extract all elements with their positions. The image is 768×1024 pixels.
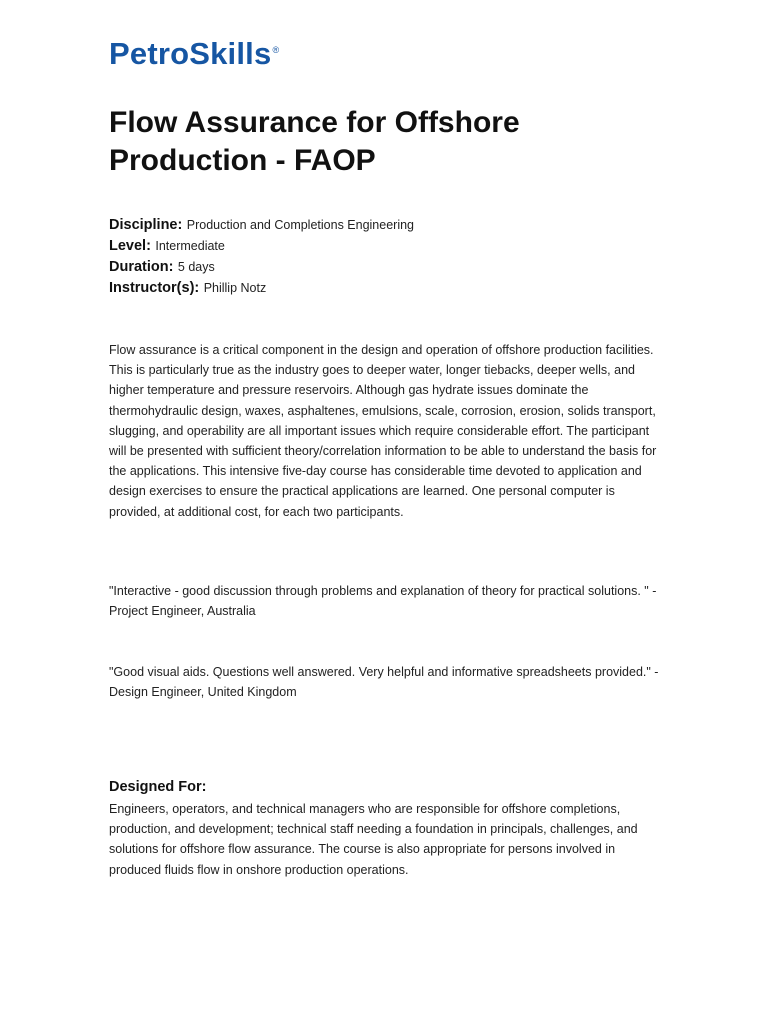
designed-for-heading: Designed For: [109, 779, 207, 795]
level-row [109, 235, 669, 256]
course-meta [109, 214, 669, 298]
duration-row [109, 256, 669, 277]
level-value: Intermediate [155, 239, 225, 253]
instructor-row [109, 277, 669, 298]
course-title: Flow Assurance for Offshore Production - FAOP [109, 106, 520, 177]
discipline-row [109, 214, 669, 235]
designed-for-text: Engineers, operators, and technical managers who are responsible for offshore completions, production, and development; technical staff needing a foundation in principals, challenges, and solutions for offshore flow assurance. The course is also appropriate for persons involved in produced fluids flow in onshore production operations. [109, 802, 638, 877]
testimonial: "Good visual aids. Questions well answered. Very helpful and informative spreadsheets provided." - Design Engineer, United Kingdom [109, 665, 659, 700]
petroskills-logo [109, 38, 279, 69]
instructor-value: Phillip Notz [203, 281, 267, 295]
discipline-label: Discipline: [109, 217, 183, 233]
logo-text: PetroSkills [109, 36, 272, 71]
duration-value: 5 days [177, 260, 215, 274]
course-description: Flow assurance is a critical component in the design and operation of offshore production facilities. This is particularly true as the industry goes to deeper water, longer tiebacks, deeper wells, and higher temperature and pressure reservoirs. Although gas hydrate issues dominate the thermohydraulic design, waxes, asphaltenes, emulsions, scale, corrosion, erosion, solids transport, slugging, and operability are all important issues which require considerable effort. The participant will be presented with sufficient theory/correlation information to be able to understand the basis for the applications. This intensive five-day course has considerable time devoted to application and design exercises to ensure the practical applications are learned. One personal computer is provided, at additional cost, for each two participants. [109, 343, 657, 519]
level-label: Level: [109, 238, 151, 254]
registered-mark: ® [272, 45, 280, 55]
instructor-label: Instructor(s): [109, 280, 200, 296]
discipline-value: Production and Completions Engineering [186, 218, 415, 232]
testimonial: "Interactive - good discussion through problems and explanation of theory for practical solutions. " - Project Engineer, Australia [109, 584, 657, 619]
duration-label: Duration: [109, 259, 174, 275]
